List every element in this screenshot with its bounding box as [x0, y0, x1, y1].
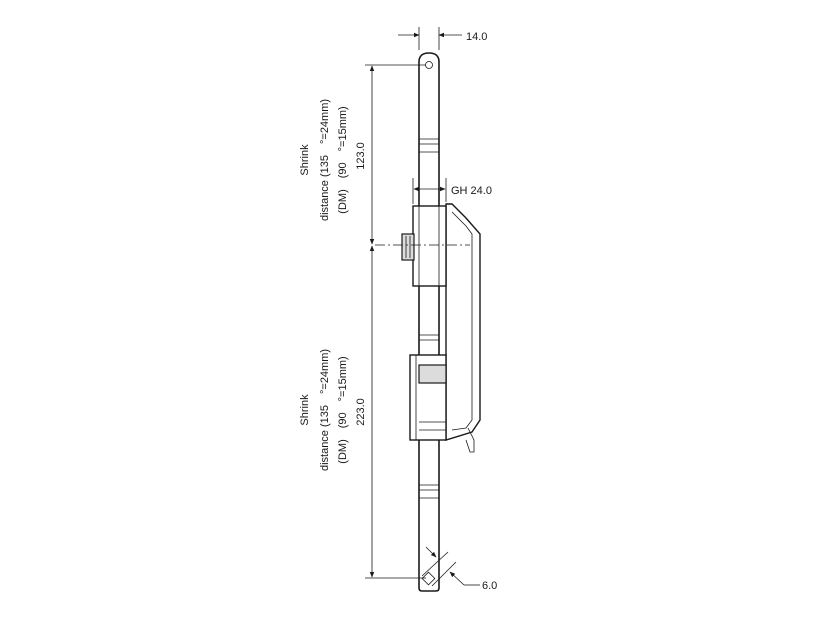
dimension-width — [398, 27, 487, 50]
svg-text:distance (135 °=24mm): distance (135 °=24mm) — [319, 348, 331, 472]
svg-text:distance (135 °=24mm): distance (135 °=24mm) — [319, 98, 331, 222]
lock-body — [375, 204, 480, 452]
note-lower — [299, 349, 349, 471]
dimension-handle — [413, 178, 492, 204]
dim-width-label: 14.0 — [466, 31, 488, 43]
mounting-hole — [426, 62, 433, 69]
dim-handle-label: GH 24.0 — [451, 185, 492, 197]
dim-rod-end-label: 6.0 — [482, 580, 498, 592]
rod — [419, 53, 439, 591]
svg-text:(DM) (90 °=15mm): (DM) (90 °=15mm) — [337, 106, 349, 214]
svg-text:(DM) (90 °=15mm): (DM) (90 °=15mm) — [337, 356, 349, 464]
note-upper — [299, 99, 349, 221]
svg-text:Shrink: Shrink — [299, 144, 311, 176]
key-cylinder — [402, 234, 414, 260]
dim-lower-label: 223.0 — [355, 398, 367, 426]
dim-upper-label: 123.0 — [355, 142, 367, 170]
svg-text:Shrink: Shrink — [299, 394, 311, 426]
dimension-rod-end — [422, 547, 497, 592]
